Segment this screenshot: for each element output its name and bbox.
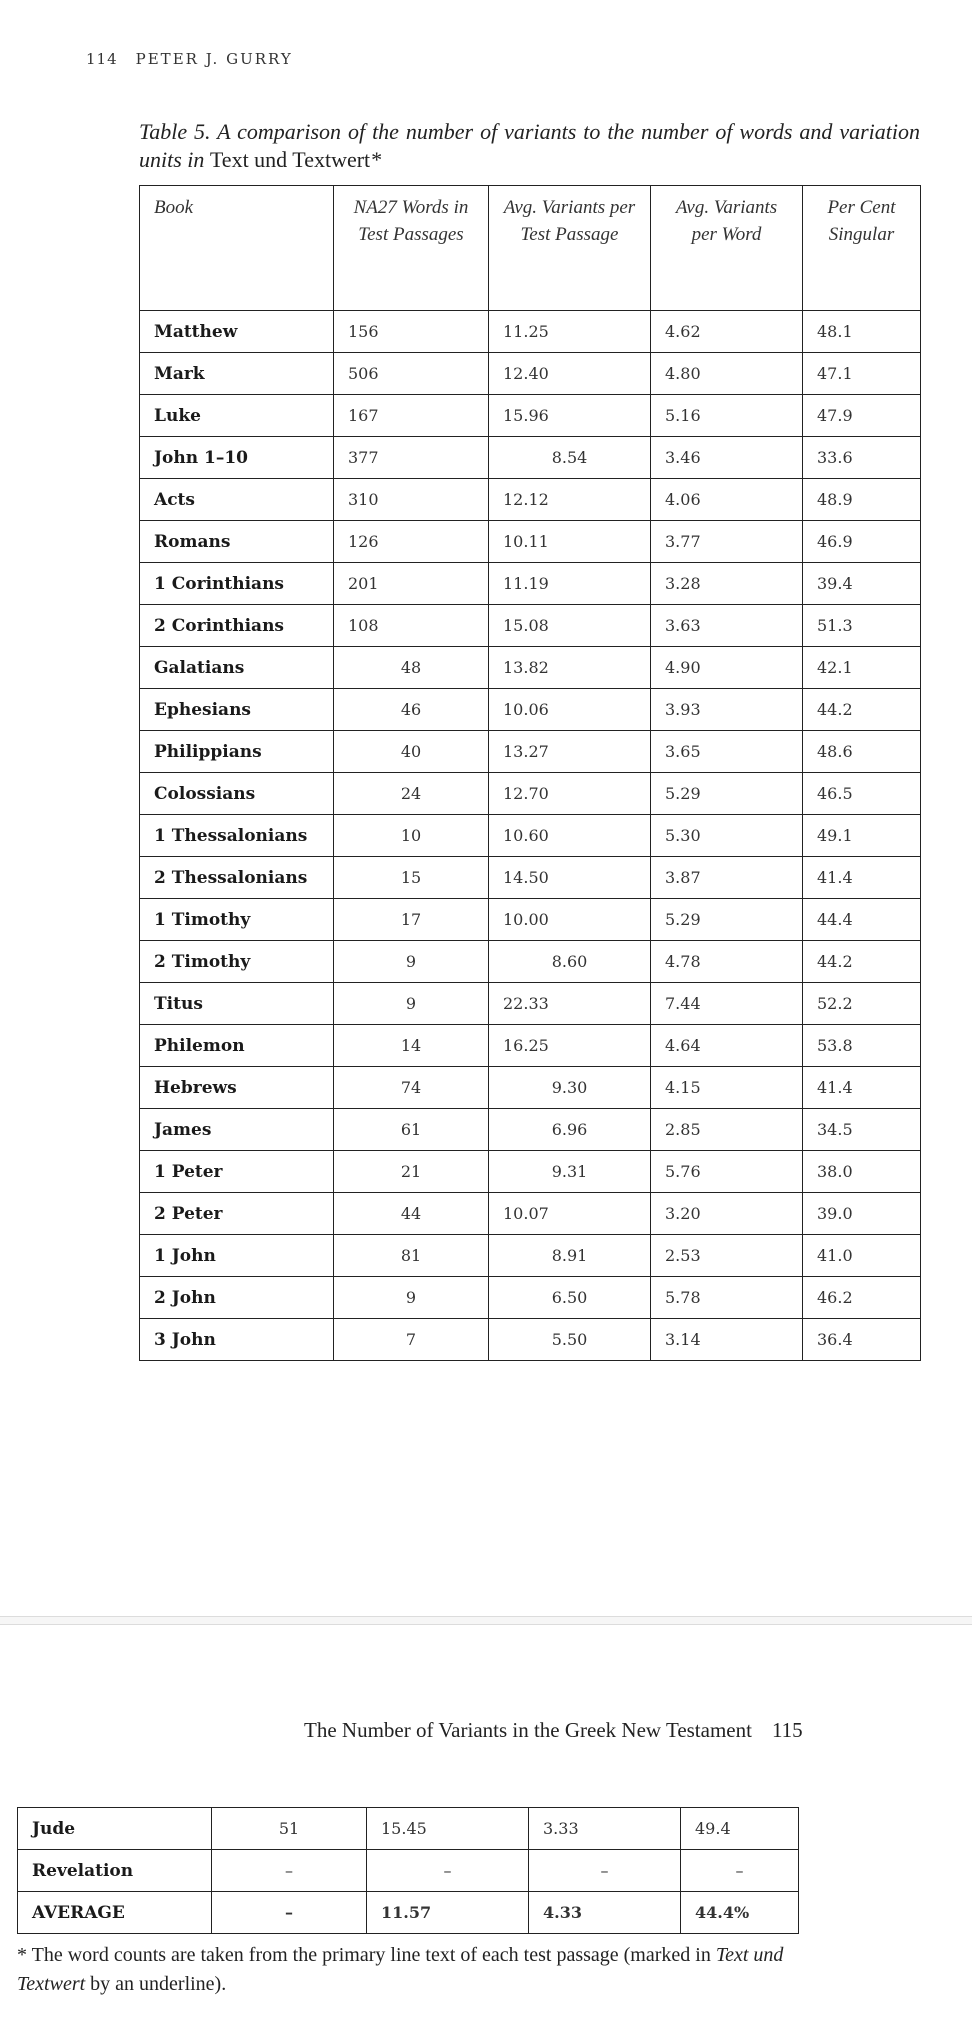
cell-book: 1 Thessalonians: [140, 815, 334, 857]
cell-words: 10: [334, 815, 489, 857]
cell-words: 51: [212, 1808, 367, 1850]
cell-avg-variants-passage: 13.27: [489, 731, 651, 773]
cell-words: 201: [334, 563, 489, 605]
cell-words: 9: [334, 983, 489, 1025]
running-title: The Number of Variants in the Greek New Testament: [304, 1718, 752, 1742]
cell-per-cent-singular: 46.2: [803, 1277, 921, 1319]
table-header-row: [140, 186, 921, 311]
table-row: [140, 1025, 921, 1067]
cell-book: Romans: [140, 521, 334, 563]
cell-avg-variants-word: 2.53: [651, 1235, 803, 1277]
cell-per-cent-singular: 41.4: [803, 1067, 921, 1109]
cell-avg-variants-word: 5.16: [651, 395, 803, 437]
cell-avg-variants-passage: 15.96: [489, 395, 651, 437]
cell-per-cent-singular: 33.6: [803, 437, 921, 479]
cell-avg-variants-passage: 22.33: [489, 983, 651, 1025]
table-row: [140, 563, 921, 605]
table-row: [140, 311, 921, 353]
author-name: PETER J. GURRY: [135, 50, 293, 68]
cell-avg-variants-passage: 10.11: [489, 521, 651, 563]
cell-avg-variants-passage: 11.25: [489, 311, 651, 353]
cell-avg-variants-word: 4.33: [529, 1892, 681, 1934]
cell-book: 2 Peter: [140, 1193, 334, 1235]
cell-words: 40: [334, 731, 489, 773]
variants-table-continued: [17, 1807, 799, 1934]
cell-avg-variants-passage: 13.82: [489, 647, 651, 689]
running-header-page-115: [304, 1718, 803, 1743]
table-row: [140, 1151, 921, 1193]
cell-book: Mark: [140, 353, 334, 395]
running-header-page-114: [86, 50, 293, 68]
cell-avg-variants-word: 4.62: [651, 311, 803, 353]
cell-book: James: [140, 1109, 334, 1151]
header-words: NA27 Words in Test Passages: [334, 186, 489, 311]
cell-avg-variants-passage: 5.50: [489, 1319, 651, 1361]
cell-book: Philippians: [140, 731, 334, 773]
cell-words: –: [212, 1892, 367, 1934]
cell-avg-variants-word: 3.77: [651, 521, 803, 563]
cell-avg-variants-passage: 8.60: [489, 941, 651, 983]
cell-words: 81: [334, 1235, 489, 1277]
cell-avg-variants-word: 4.80: [651, 353, 803, 395]
cell-avg-variants-word: 3.14: [651, 1319, 803, 1361]
cell-avg-variants-word: 4.78: [651, 941, 803, 983]
cell-words: –: [212, 1850, 367, 1892]
cell-avg-variants-passage: 11.57: [367, 1892, 529, 1934]
cell-avg-variants-passage: 14.50: [489, 857, 651, 899]
cell-avg-variants-word: 3.63: [651, 605, 803, 647]
cell-avg-variants-word: –: [529, 1850, 681, 1892]
page-number: 114: [86, 50, 118, 68]
cell-per-cent-singular: 51.3: [803, 605, 921, 647]
cell-book: Hebrews: [140, 1067, 334, 1109]
cell-per-cent-singular: 47.1: [803, 353, 921, 395]
cell-book: Jude: [18, 1808, 212, 1850]
table-row: [140, 1277, 921, 1319]
cell-book: John 1–10: [140, 437, 334, 479]
cell-per-cent-singular: –: [681, 1850, 799, 1892]
cell-per-cent-singular: 49.4: [681, 1808, 799, 1850]
cell-avg-variants-word: 3.87: [651, 857, 803, 899]
table-row: [140, 857, 921, 899]
caption-text: Table 5. A comparison of the number of variants to the number of words and variation units in: [139, 119, 920, 172]
cell-per-cent-singular: 44.4: [803, 899, 921, 941]
table-row: [140, 1109, 921, 1151]
table-row: [18, 1850, 799, 1892]
cell-book: Ephesians: [140, 689, 334, 731]
cell-avg-variants-word: 3.33: [529, 1808, 681, 1850]
cell-avg-variants-passage: 11.19: [489, 563, 651, 605]
cell-avg-variants-passage: 10.06: [489, 689, 651, 731]
cell-words: 74: [334, 1067, 489, 1109]
cell-per-cent-singular: 41.4: [803, 857, 921, 899]
cell-avg-variants-passage: 16.25: [489, 1025, 651, 1067]
cell-avg-variants-word: 3.46: [651, 437, 803, 479]
cell-book: Galatians: [140, 647, 334, 689]
cell-words: 377: [334, 437, 489, 479]
table-row: [140, 899, 921, 941]
cell-book: Titus: [140, 983, 334, 1025]
cell-avg-variants-word: 5.30: [651, 815, 803, 857]
cell-words: 17: [334, 899, 489, 941]
table-row: [140, 815, 921, 857]
cell-avg-variants-passage: 9.30: [489, 1067, 651, 1109]
cell-words: 14: [334, 1025, 489, 1067]
cell-per-cent-singular: 49.1: [803, 815, 921, 857]
cell-book: Revelation: [18, 1850, 212, 1892]
cell-per-cent-singular: 38.0: [803, 1151, 921, 1193]
table-row: [140, 479, 921, 521]
cell-avg-variants-word: 4.64: [651, 1025, 803, 1067]
cell-avg-variants-word: 7.44: [651, 983, 803, 1025]
cell-avg-variants-passage: 12.40: [489, 353, 651, 395]
footnote-text-end: by an underline).: [90, 1973, 227, 1995]
cell-avg-variants-word: 5.76: [651, 1151, 803, 1193]
table-row: [140, 941, 921, 983]
cell-words: 7: [334, 1319, 489, 1361]
cell-book: 2 Thessalonians: [140, 857, 334, 899]
cell-words: 46: [334, 689, 489, 731]
caption-footnote-mark: *: [370, 147, 382, 172]
cell-per-cent-singular: 44.2: [803, 941, 921, 983]
table-row: [18, 1892, 799, 1934]
cell-book: Acts: [140, 479, 334, 521]
cell-per-cent-singular: 34.5: [803, 1109, 921, 1151]
cell-avg-variants-word: 4.90: [651, 647, 803, 689]
cell-words: 24: [334, 773, 489, 815]
cell-book: 1 Corinthians: [140, 563, 334, 605]
cell-avg-variants-passage: 12.70: [489, 773, 651, 815]
table-row: [18, 1808, 799, 1850]
table-row: [140, 353, 921, 395]
header-avg-variants-word: Avg. Variants per Word: [651, 186, 803, 311]
table-row: [140, 437, 921, 479]
cell-per-cent-singular: 39.4: [803, 563, 921, 605]
cell-avg-variants-word: 5.29: [651, 899, 803, 941]
cell-book: Luke: [140, 395, 334, 437]
page-divider: [0, 1616, 972, 1625]
cell-avg-variants-word: 3.20: [651, 1193, 803, 1235]
cell-words: 21: [334, 1151, 489, 1193]
cell-book: 2 Corinthians: [140, 605, 334, 647]
cell-avg-variants-passage: 8.54: [489, 437, 651, 479]
table-row: [140, 1193, 921, 1235]
cell-words: 506: [334, 353, 489, 395]
cell-avg-variants-word: 3.28: [651, 563, 803, 605]
table-row: [140, 605, 921, 647]
cell-avg-variants-passage: 10.07: [489, 1193, 651, 1235]
table-row: [140, 689, 921, 731]
cell-book: 1 John: [140, 1235, 334, 1277]
table-row: [140, 1235, 921, 1277]
cell-per-cent-singular: 48.6: [803, 731, 921, 773]
cell-book: 1 Peter: [140, 1151, 334, 1193]
cell-book: 3 John: [140, 1319, 334, 1361]
cell-avg-variants-passage: 6.50: [489, 1277, 651, 1319]
cell-per-cent-singular: 48.1: [803, 311, 921, 353]
table-row: [140, 1067, 921, 1109]
cell-per-cent-singular: 46.5: [803, 773, 921, 815]
table-row: [140, 1319, 921, 1361]
cell-words: 156: [334, 311, 489, 353]
cell-per-cent-singular: 36.4: [803, 1319, 921, 1361]
caption-source-title: Text und Textwert: [209, 147, 371, 172]
cell-words: 108: [334, 605, 489, 647]
cell-per-cent-singular: 48.9: [803, 479, 921, 521]
header-per-cent-singular: Per Cent Singular: [803, 186, 921, 311]
cell-avg-variants-passage: 10.00: [489, 899, 651, 941]
variants-table: [139, 185, 921, 1361]
cell-book: Matthew: [140, 311, 334, 353]
table-caption: [139, 118, 920, 174]
table-row: [140, 773, 921, 815]
cell-book: 1 Timothy: [140, 899, 334, 941]
cell-avg-variants-word: 3.65: [651, 731, 803, 773]
header-avg-variants-passage: Avg. Variants per Test Passage: [489, 186, 651, 311]
cell-avg-variants-word: 5.29: [651, 773, 803, 815]
cell-avg-variants-passage: 10.60: [489, 815, 651, 857]
cell-per-cent-singular: 44.4%: [681, 1892, 799, 1934]
cell-avg-variants-passage: 12.12: [489, 479, 651, 521]
cell-avg-variants-word: 4.15: [651, 1067, 803, 1109]
cell-avg-variants-word: 4.06: [651, 479, 803, 521]
cell-avg-variants-passage: 15.08: [489, 605, 651, 647]
table-row: [140, 983, 921, 1025]
cell-per-cent-singular: 41.0: [803, 1235, 921, 1277]
cell-words: 61: [334, 1109, 489, 1151]
table-row: [140, 731, 921, 773]
cell-book: 2 Timothy: [140, 941, 334, 983]
cell-words: 9: [334, 1277, 489, 1319]
table-row: [140, 647, 921, 689]
header-book: Book: [140, 186, 334, 311]
cell-book: Philemon: [140, 1025, 334, 1067]
table-row: [140, 521, 921, 563]
cell-avg-variants-word: 3.93: [651, 689, 803, 731]
cell-words: 167: [334, 395, 489, 437]
cell-avg-variants-passage: –: [367, 1850, 529, 1892]
cell-per-cent-singular: 44.2: [803, 689, 921, 731]
cell-per-cent-singular: 46.9: [803, 521, 921, 563]
cell-words: 310: [334, 479, 489, 521]
table-footnote: [17, 1941, 803, 1999]
cell-per-cent-singular: 39.0: [803, 1193, 921, 1235]
cell-avg-variants-word: 5.78: [651, 1277, 803, 1319]
cell-per-cent-singular: 47.9: [803, 395, 921, 437]
cell-avg-variants-passage: 15.45: [367, 1808, 529, 1850]
table-row: [140, 395, 921, 437]
cell-words: 44: [334, 1193, 489, 1235]
cell-avg-variants-passage: 8.91: [489, 1235, 651, 1277]
cell-words: 15: [334, 857, 489, 899]
cell-avg-variants-passage: 9.31: [489, 1151, 651, 1193]
cell-per-cent-singular: 53.8: [803, 1025, 921, 1067]
cell-avg-variants-word: 2.85: [651, 1109, 803, 1151]
footnote-source-title: Text und Textwert: [17, 1944, 784, 1995]
cell-book: Colossians: [140, 773, 334, 815]
cell-words: 126: [334, 521, 489, 563]
cell-per-cent-singular: 52.2: [803, 983, 921, 1025]
cell-book: AVERAGE: [18, 1892, 212, 1934]
cell-words: 9: [334, 941, 489, 983]
cell-per-cent-singular: 42.1: [803, 647, 921, 689]
cell-avg-variants-passage: 6.96: [489, 1109, 651, 1151]
footnote-text-start: * The word counts are taken from the primary line text of each test passage (marked in: [17, 1944, 711, 1966]
page-number: 115: [771, 1718, 803, 1742]
cell-book: 2 John: [140, 1277, 334, 1319]
cell-words: 48: [334, 647, 489, 689]
